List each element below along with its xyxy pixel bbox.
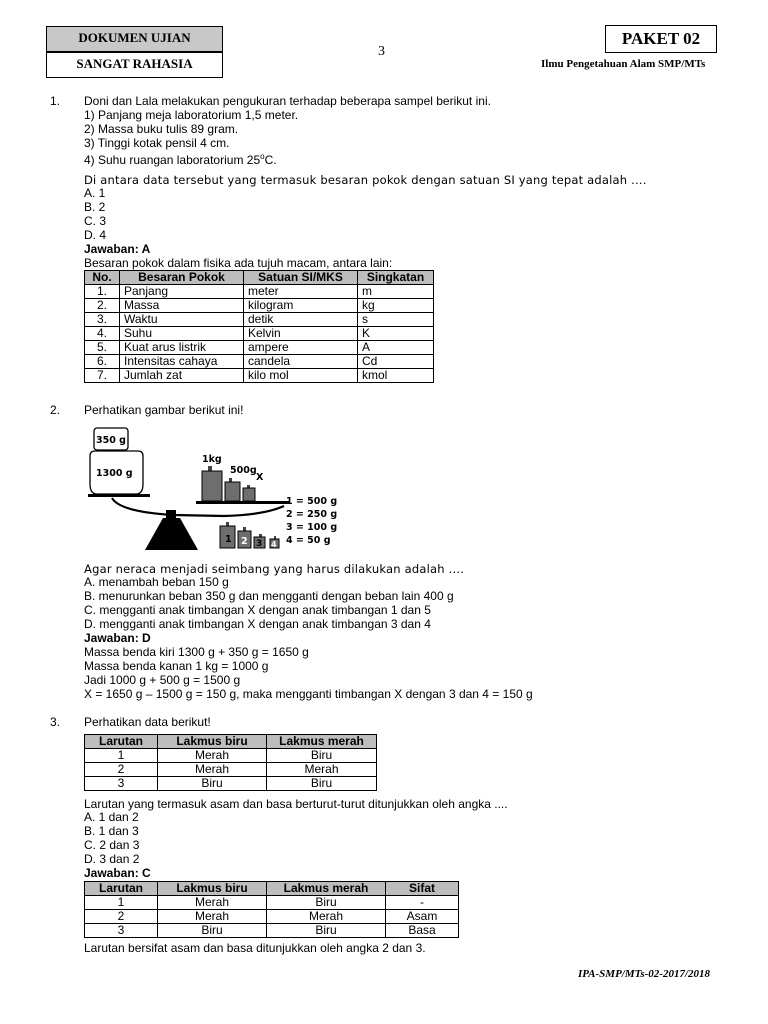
q2-explanation: Massa benda kanan 1 kg = 1000 g bbox=[84, 659, 269, 673]
q3-option-d: D. 3 dan 2 bbox=[84, 852, 140, 866]
table-header-row bbox=[85, 271, 434, 285]
q1-item: 4) Suhu ruangan laboratorium 25$^o$C. bbox=[84, 152, 277, 167]
q3-number: 3. bbox=[50, 715, 61, 729]
table-row: 7. Jumlah zat kilo mol kmol bbox=[85, 369, 434, 383]
small-weight-2: 2 bbox=[241, 536, 248, 547]
footer-code: IPA-SMP/MTs-02-2017/2018 bbox=[578, 968, 711, 980]
secret-label: SANGAT RAHASIA bbox=[76, 56, 193, 71]
weight-x-label: X bbox=[256, 472, 264, 483]
q3-answer: Jawaban: C bbox=[84, 866, 151, 880]
table-row: 2 Merah Merah bbox=[85, 763, 377, 777]
small-weight-3: 3 bbox=[256, 539, 263, 549]
q2-explanation: Jadi 1000 g + 500 g = 1500 g bbox=[84, 673, 241, 687]
table-row: 2 Merah Merah Asam bbox=[85, 910, 459, 924]
q2-explanation: Massa benda kiri 1300 g + 350 g = 1650 g bbox=[84, 645, 309, 659]
legend-item: 4 = 50 g bbox=[286, 535, 331, 546]
subject-label: Ilmu Pengetahuan Alam SMP/MTs bbox=[541, 58, 706, 70]
small-weight-1: 1 bbox=[225, 534, 232, 545]
q1-intro: Doni dan Lala melakukan pengukuran terhadap beberapa sampel berikut ini. bbox=[84, 94, 491, 108]
table-row: 2. Massa kilogram kg bbox=[85, 299, 434, 313]
table-row: 5. Kuat arus listrik ampere A bbox=[85, 341, 434, 355]
q1-answer: Jawaban: A bbox=[84, 242, 151, 256]
q3-option-a: A. 1 dan 2 bbox=[84, 810, 139, 824]
q1-option-c: C. 3 bbox=[84, 214, 107, 228]
table-header: Singkatan bbox=[358, 271, 434, 285]
q1-table bbox=[84, 270, 434, 383]
q2-number: 2. bbox=[50, 403, 61, 417]
small-weight-4: 4 bbox=[271, 540, 277, 549]
table-header: Besaran Pokok bbox=[120, 271, 244, 285]
weight-500g-label: 500g bbox=[230, 465, 257, 476]
q2-option-a: A. menambah beban 150 g bbox=[84, 575, 229, 589]
table-row: 1 Merah Biru bbox=[85, 749, 377, 763]
q3-answer-table bbox=[84, 881, 459, 938]
q3-question: Larutan yang termasuk asam dan basa berturut-turut ditunjukkan oleh angka .... bbox=[84, 797, 508, 811]
q2-option-c: C. mengganti anak timbangan X dengan anak timbangan 1 dan 5 bbox=[84, 603, 431, 617]
q1-question: Di antara data tersebut yang termasuk besaran pokok dengan satuan SI yang tepat adalah .... bbox=[84, 173, 647, 187]
q1-item: 3) Tinggi kotak pensil 4 cm. bbox=[84, 136, 230, 150]
table-header-row: Larutan Lakmus biru Lakmus merah Sifat bbox=[85, 882, 459, 896]
q1-option-d: D. 4 bbox=[84, 228, 107, 242]
table-header-row: Larutan Lakmus biru Lakmus merah bbox=[85, 735, 377, 749]
q1-option-b: B. 2 bbox=[84, 200, 106, 214]
table-row: 4. Suhu Kelvin K bbox=[85, 327, 434, 341]
table-header: Satuan SI/MKS bbox=[244, 271, 358, 285]
balance-figure bbox=[84, 422, 344, 554]
table-row: 3 Biru Biru Basa bbox=[85, 924, 459, 938]
q1-number: 1. bbox=[50, 94, 61, 108]
box-1300g-label: 1300 g bbox=[96, 468, 133, 479]
q2-question: Agar neraca menjadi seimbang yang harus dilakukan adalah .... bbox=[84, 562, 465, 576]
page-number: 3 bbox=[378, 44, 385, 59]
table-row: 3 Biru Biru bbox=[85, 777, 377, 791]
package-label: PAKET 02 bbox=[605, 25, 717, 53]
q1-item: 2) Massa buku tulis 89 gram. bbox=[84, 122, 239, 136]
secret-label-box bbox=[46, 52, 223, 78]
q2-answer: Jawaban: D bbox=[84, 631, 151, 645]
q3-intro: Perhatikan data berikut! bbox=[84, 715, 211, 729]
q1-explanation: Besaran pokok dalam fisika ada tujuh macam, antara lain: bbox=[84, 256, 393, 270]
doc-label-box bbox=[46, 26, 223, 52]
q3-option-c: C. 2 dan 3 bbox=[84, 838, 140, 852]
table-row: 6. Intensitas cahaya candela Cd bbox=[85, 355, 434, 369]
box-350g-label: 350 g bbox=[96, 435, 126, 446]
table-row: 1. Panjang meter m bbox=[85, 285, 434, 299]
table-row: 1 Merah Biru - bbox=[85, 896, 459, 910]
q2-intro: Perhatikan gambar berikut ini! bbox=[84, 403, 244, 417]
doc-label: DOKUMEN UJIAN bbox=[78, 30, 191, 45]
table-header: No. bbox=[85, 271, 120, 285]
q3-conclusion: Larutan bersifat asam dan basa ditunjukkan oleh angka 2 dan 3. bbox=[84, 941, 426, 955]
q2-option-b: B. menurunkan beban 350 g dan mengganti dengan beban lain 400 g bbox=[84, 589, 454, 603]
weight-1kg-label: 1kg bbox=[202, 454, 222, 465]
q3-table bbox=[84, 734, 377, 791]
q3-option-b: B. 1 dan 3 bbox=[84, 824, 139, 838]
legend-item: 3 = 100 g bbox=[286, 522, 338, 533]
legend-item: 1 = 500 g bbox=[286, 496, 338, 507]
legend-item: 2 = 250 g bbox=[286, 509, 338, 520]
table-row: 3. Waktu detik s bbox=[85, 313, 434, 327]
q2-option-d: D. mengganti anak timbangan X dengan anak timbangan 3 dan 4 bbox=[84, 617, 431, 631]
q1-item: 1) Panjang meja laboratorium 1,5 meter. bbox=[84, 108, 299, 122]
q1-option-a: A. 1 bbox=[84, 186, 106, 200]
q2-explanation: X = 1650 g – 1500 g = 150 g, maka mengganti timbangan X dengan 3 dan 4 = 150 g bbox=[84, 687, 533, 701]
